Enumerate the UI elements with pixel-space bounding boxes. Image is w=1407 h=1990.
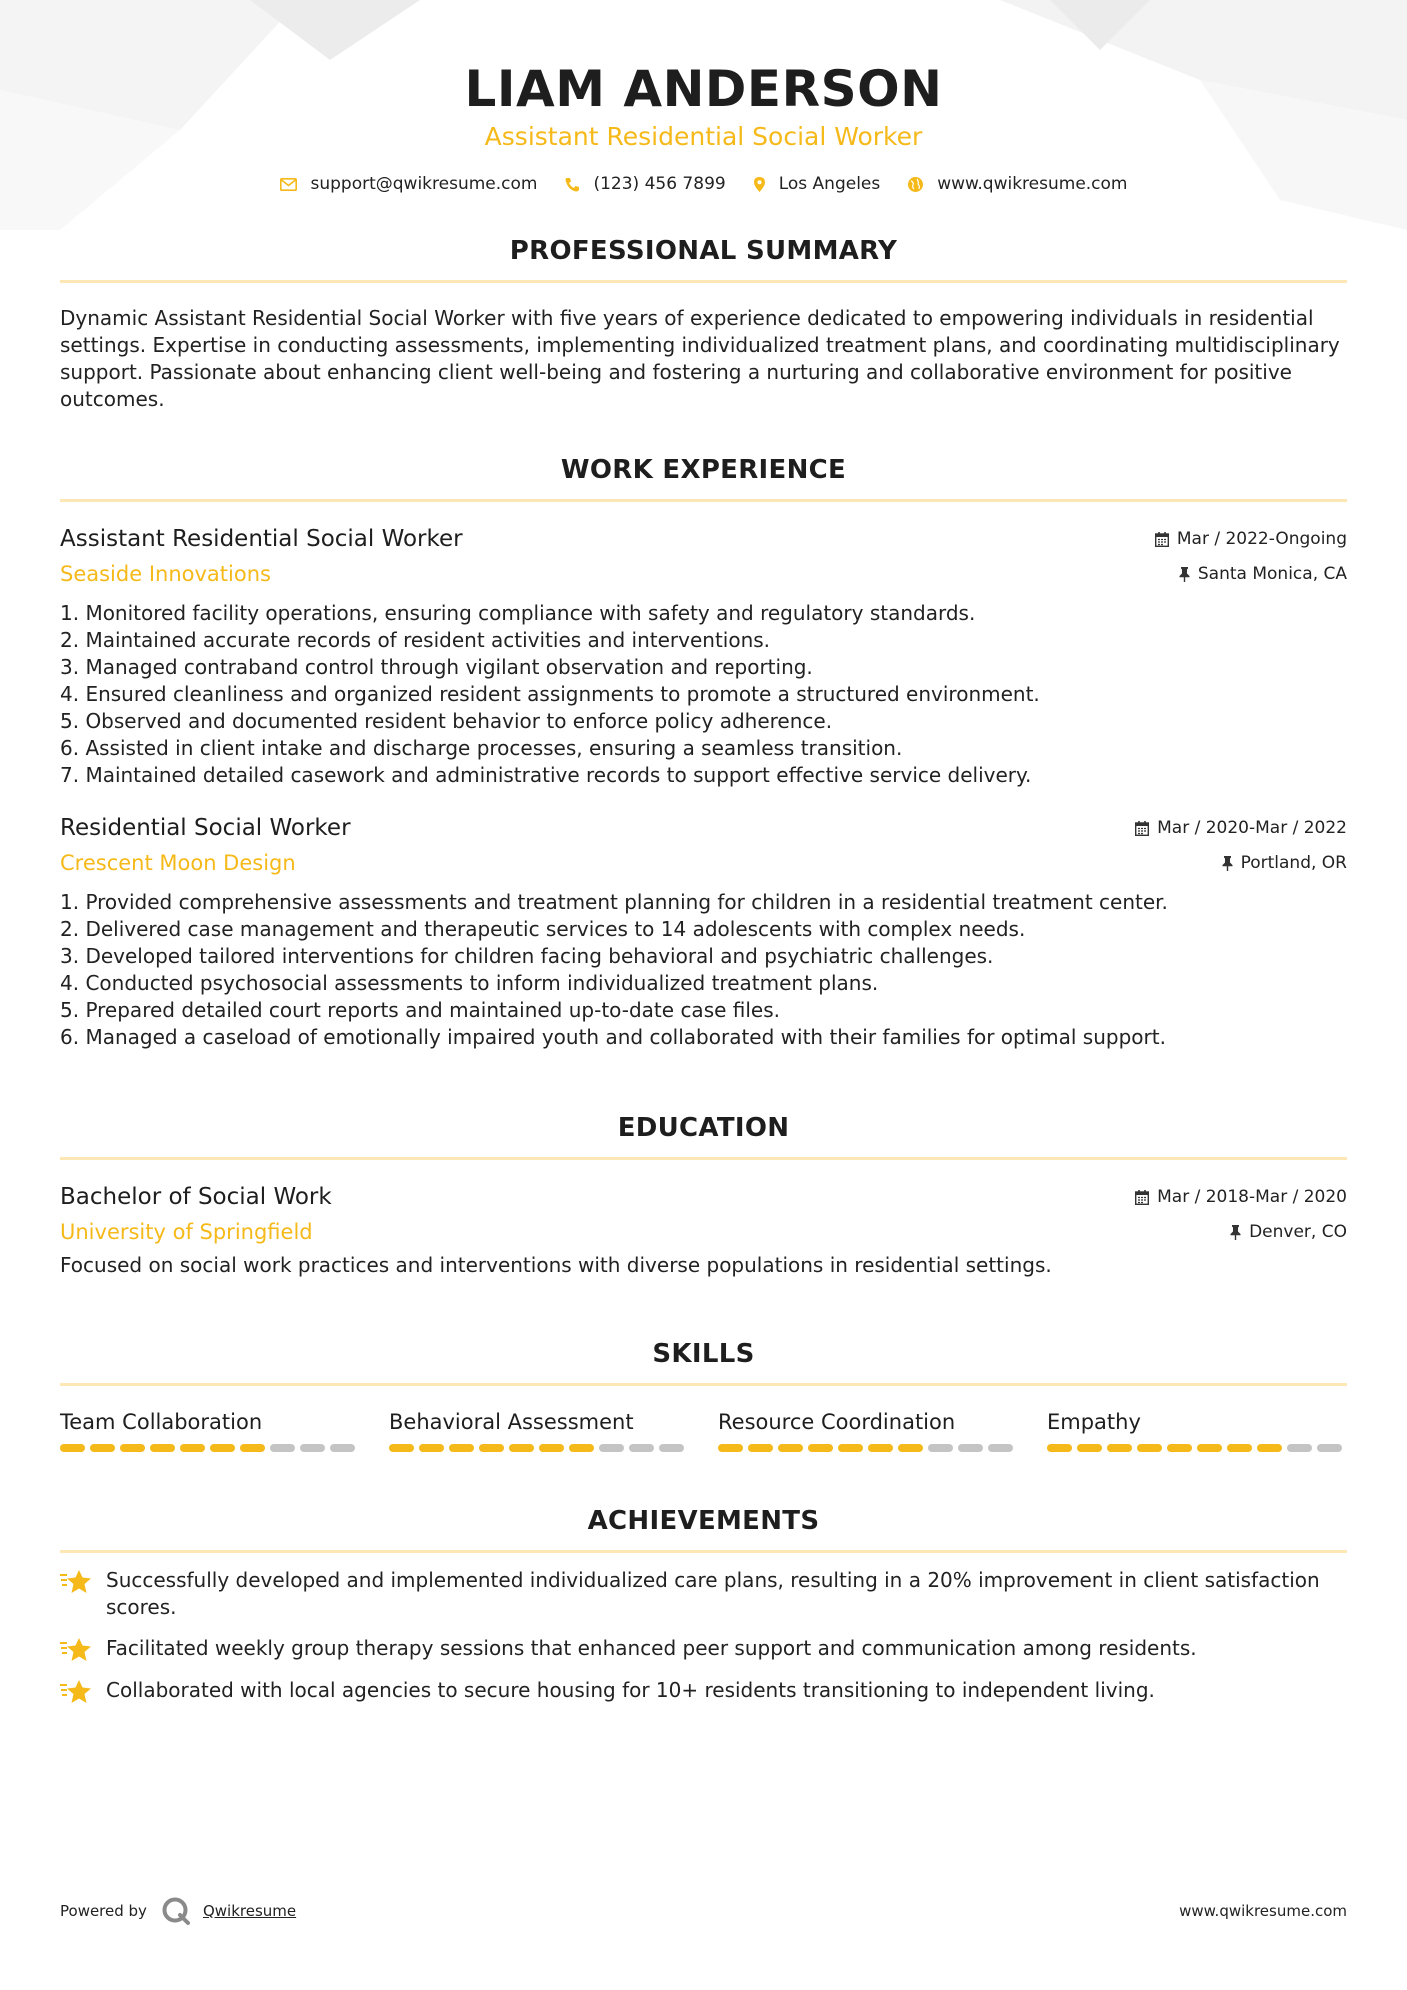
achievement-item: Collaborated with local agencies to secure housing for 10+ residents transitioning to independent living.	[60, 1677, 1347, 1705]
job-bullets	[60, 889, 1347, 1051]
list-item: 6. Managed a caseload of emotionally impaired youth and collaborated with their families for optimal support.	[60, 1025, 1166, 1049]
list-item: 2. Delivered case management and therapeutic services to 14 adolescents with complex needs.	[60, 917, 1026, 941]
skill-item	[1047, 1410, 1347, 1452]
section-divider	[60, 280, 1347, 283]
skill-dash-filled	[569, 1444, 594, 1452]
experience-heading: WORK EXPERIENCE	[560, 455, 847, 485]
skill-dash-empty	[928, 1444, 953, 1452]
skill-dash-empty	[629, 1444, 654, 1452]
section-divider	[60, 1383, 1347, 1386]
education-description: Focused on social work practices and interventions with diverse populations in residential settings.	[60, 1253, 1052, 1277]
education-entry	[60, 1184, 1347, 1279]
skill-name: Behavioral Assessment	[389, 1410, 634, 1434]
achievements-heading: ACHIEVEMENTS	[587, 1506, 820, 1536]
qwikresume-logo-icon	[161, 1896, 191, 1926]
skill-dash-filled	[240, 1444, 265, 1452]
brand-link[interactable]: Qwikresume	[202, 1902, 297, 1920]
globe-icon	[908, 177, 923, 192]
section-divider	[60, 499, 1347, 502]
skill-dash-filled	[898, 1444, 923, 1452]
skill-dash-filled	[868, 1444, 893, 1452]
job-dates: Mar / 2020-Mar / 2022	[1135, 818, 1347, 838]
summary-text: Dynamic Assistant Residential Social Worker with five years of experience dedicated to empowering individuals in residential settings. Expertise in conducting assessments, implementing individualized treatment plans, and coordinating multidisciplinary support. Passionate about enhancing client well-being and fostering a nurturing and collaborative environment for positive outcomes.	[60, 306, 1340, 411]
phone-text: (123) 456 7899	[593, 174, 726, 194]
list-item: 1. Monitored facility operations, ensuring compliance with safety and regulatory standards.	[60, 601, 976, 625]
skill-dash-filled	[838, 1444, 863, 1452]
skills-heading: SKILLS	[652, 1339, 755, 1369]
education-location: Denver, CO	[1230, 1222, 1347, 1242]
skill-rating	[718, 1444, 1018, 1452]
powered-by	[60, 1896, 296, 1926]
skill-name: Team Collaboration	[60, 1410, 263, 1434]
degree-title: Bachelor of Social Work	[60, 1184, 332, 1210]
achievements-section	[60, 1506, 1347, 1705]
skill-dash-filled	[389, 1444, 414, 1452]
map-pin-icon	[754, 177, 765, 192]
skill-dash-filled	[1137, 1444, 1162, 1452]
job-location: Santa Monica, CA	[1179, 564, 1347, 584]
skill-dash-filled	[210, 1444, 235, 1452]
skill-dash-filled	[120, 1444, 145, 1452]
skill-item	[60, 1410, 360, 1452]
pushpin-icon	[1222, 856, 1233, 871]
job-company: Seaside Innovations	[60, 562, 271, 586]
skill-name: Empathy	[1047, 1410, 1141, 1434]
location-text: Los Angeles	[778, 174, 881, 194]
skill-dash-filled	[1047, 1444, 1072, 1452]
skill-dash-filled	[808, 1444, 833, 1452]
calendar-icon	[1135, 821, 1149, 836]
job-entry	[60, 526, 1347, 789]
skill-dash-filled	[479, 1444, 504, 1452]
skill-rating	[1047, 1444, 1347, 1452]
skill-dash-filled	[1077, 1444, 1102, 1452]
skill-name: Resource Coordination	[718, 1410, 956, 1434]
envelope-icon	[280, 178, 297, 191]
section-divider	[60, 1550, 1347, 1553]
phone-icon	[565, 177, 579, 192]
contact-email[interactable]	[280, 174, 538, 194]
skill-dash-filled	[1227, 1444, 1252, 1452]
skill-dash-filled	[778, 1444, 803, 1452]
calendar-icon	[1155, 532, 1169, 547]
list-item: 6. Assisted in client intake and discharge processes, ensuring a seamless transition.	[60, 736, 903, 760]
skill-dash-empty	[1287, 1444, 1312, 1452]
footer-website[interactable]: www.qwikresume.com	[1179, 1902, 1347, 1920]
contact-website[interactable]	[908, 174, 1127, 194]
skill-dash-filled	[1107, 1444, 1132, 1452]
skill-dash-filled	[419, 1444, 444, 1452]
star-icon	[60, 1637, 92, 1663]
pushpin-icon	[1230, 1225, 1241, 1240]
summary-section	[60, 236, 1347, 413]
skill-dash-empty	[988, 1444, 1013, 1452]
list-item: 4. Ensured cleanliness and organized resident assignments to promote a structured environment.	[60, 682, 1040, 706]
list-item: 4. Conducted psychosocial assessments to inform individualized treatment plans.	[60, 971, 879, 995]
candidate-title: Assistant Residential Social Worker	[484, 122, 923, 151]
skill-dash-filled	[449, 1444, 474, 1452]
job-bullets	[60, 600, 1347, 789]
achievement-item: Facilitated weekly group therapy sessions that enhanced peer support and communication among residents.	[60, 1635, 1347, 1663]
education-heading: EDUCATION	[617, 1113, 790, 1143]
skill-dash-filled	[539, 1444, 564, 1452]
summary-heading: PROFESSIONAL SUMMARY	[509, 236, 898, 266]
list-item: 2. Maintained accurate records of resident activities and interventions.	[60, 628, 771, 652]
job-company: Crescent Moon Design	[60, 851, 296, 875]
skills-section	[60, 1339, 1347, 1452]
resume-header	[60, 0, 1347, 194]
star-icon	[60, 1679, 92, 1705]
list-item: 5. Prepared detailed court reports and maintained up-to-date case files.	[60, 998, 781, 1022]
experience-section	[60, 455, 1347, 1051]
email-text: support@qwikresume.com	[310, 174, 538, 194]
skill-dash-filled	[180, 1444, 205, 1452]
powered-by-label: Powered by	[60, 1902, 147, 1920]
skill-dash-empty	[958, 1444, 983, 1452]
education-section	[60, 1113, 1347, 1279]
pushpin-icon	[1179, 567, 1190, 582]
contact-phone[interactable]	[565, 174, 725, 194]
skill-rating	[60, 1444, 360, 1452]
skill-dash-empty	[300, 1444, 325, 1452]
skill-item	[718, 1410, 1018, 1452]
candidate-name: LIAM ANDERSON	[464, 60, 943, 118]
skill-dash-empty	[1317, 1444, 1342, 1452]
achievement-item: Successfully developed and implemented individualized care plans, resulting in a 20% improvement in client satisfaction scores.	[60, 1567, 1347, 1621]
skills-list	[60, 1410, 1347, 1452]
job-location: Portland, OR	[1222, 853, 1347, 873]
skill-rating	[389, 1444, 689, 1452]
section-divider	[60, 1157, 1347, 1160]
star-icon	[60, 1569, 92, 1595]
skill-dash-empty	[330, 1444, 355, 1452]
list-item: 5. Observed and documented resident behavior to enforce policy adherence.	[60, 709, 833, 733]
school-name: University of Springfield	[60, 1220, 313, 1244]
job-dates: Mar / 2022-Ongoing	[1155, 529, 1347, 549]
list-item: 1. Provided comprehensive assessments and treatment planning for children in a residential treatment center.	[60, 890, 1168, 914]
education-dates: Mar / 2018-Mar / 2020	[1135, 1187, 1347, 1207]
list-item: 3. Managed contraband control through vigilant observation and reporting.	[60, 655, 813, 679]
skill-dash-filled	[1197, 1444, 1222, 1452]
skill-item	[389, 1410, 689, 1452]
calendar-icon	[1135, 1190, 1149, 1205]
skill-dash-empty	[599, 1444, 624, 1452]
list-item: 7. Maintained detailed casework and administrative records to support effective service delivery.	[60, 763, 1032, 787]
list-item: 3. Developed tailored interventions for children facing behavioral and psychiatric challenges.	[60, 944, 994, 968]
skill-dash-filled	[150, 1444, 175, 1452]
skill-dash-filled	[1257, 1444, 1282, 1452]
job-entry	[60, 815, 1347, 1051]
job-title: Residential Social Worker	[60, 815, 351, 841]
job-title: Assistant Residential Social Worker	[60, 526, 463, 552]
skill-dash-empty	[270, 1444, 295, 1452]
skill-dash-filled	[1167, 1444, 1192, 1452]
skill-dash-filled	[509, 1444, 534, 1452]
skill-dash-filled	[718, 1444, 743, 1452]
contact-location	[754, 174, 881, 194]
skill-dash-filled	[90, 1444, 115, 1452]
website-text: www.qwikresume.com	[937, 174, 1128, 194]
skill-dash-filled	[748, 1444, 773, 1452]
skill-dash-empty	[659, 1444, 684, 1452]
contact-row	[60, 174, 1347, 194]
page-footer	[60, 1896, 1347, 1926]
skill-dash-filled	[60, 1444, 85, 1452]
